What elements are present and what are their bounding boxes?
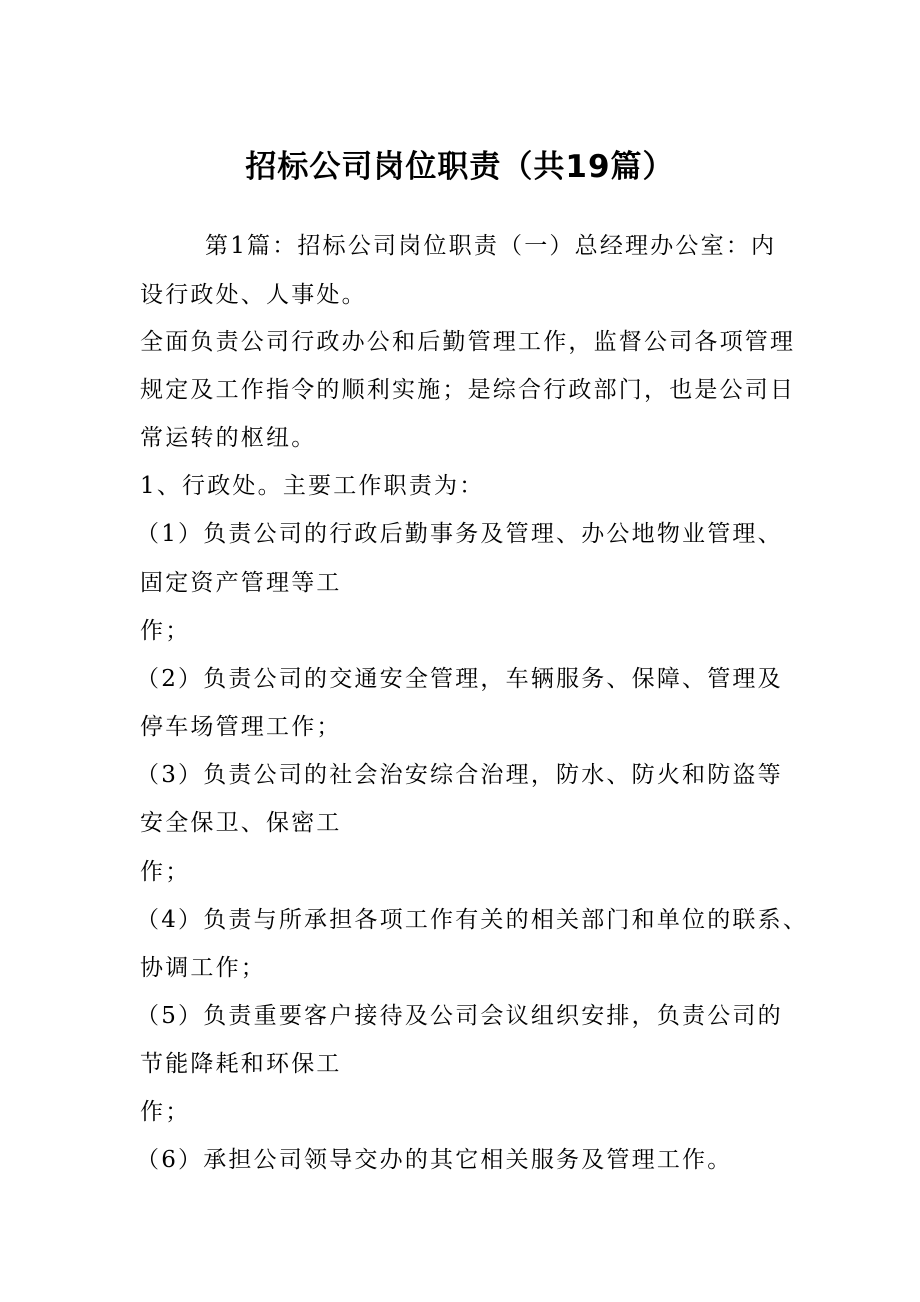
paragraph-line: 节能降耗和环保工 bbox=[140, 1051, 342, 1077]
paragraph-line: （5）负责重要客户接待及公司会议组织安排，负责公司的 bbox=[136, 1003, 783, 1029]
paragraph-line: 作； bbox=[140, 859, 191, 885]
paragraph-line: 安全保卫、保密工 bbox=[140, 810, 342, 836]
paragraph-line: （1）负责公司的行政后勤事务及管理、办公地物业管理、 bbox=[136, 521, 783, 547]
document-title: 招标公司岗位职责（共19篇） bbox=[245, 149, 675, 185]
paragraph-line: （2）负责公司的交通安全管理，车辆服务、保障、管理及 bbox=[136, 666, 783, 692]
paragraph-line: 全面负责公司行政办公和后勤管理工作，监督公司各项管理 bbox=[140, 329, 796, 355]
paragraph-line: 常运转的枢纽。 bbox=[140, 425, 317, 451]
paragraph-line: 规定及工作指令的顺利实施；是综合行政部门，也是公司日 bbox=[140, 377, 796, 403]
paragraph-line: 协调工作； bbox=[140, 955, 266, 981]
paragraph-line: 设行政处、人事处。 bbox=[140, 282, 367, 308]
paragraph-line: 作； bbox=[140, 1099, 191, 1125]
paragraph-line: （6）承担公司领导交办的其它相关服务及管理工作。 bbox=[136, 1147, 733, 1173]
paragraph-line: 作； bbox=[140, 618, 191, 644]
paragraph-line: （3）负责公司的社会治安综合治理，防水、防火和防盗等 bbox=[136, 762, 783, 788]
paragraph-line: 1、行政处。主要工作职责为： bbox=[140, 473, 485, 499]
paragraph-line: 固定资产管理等工 bbox=[140, 570, 342, 596]
paragraph-line: 第1篇：招标公司岗位职责（一）总经理办公室：内 bbox=[205, 233, 777, 259]
paragraph-line: 停车场管理工作； bbox=[140, 714, 342, 740]
paragraph-line: （4）负责与所承担各项工作有关的相关部门和单位的联系、 bbox=[136, 907, 809, 933]
